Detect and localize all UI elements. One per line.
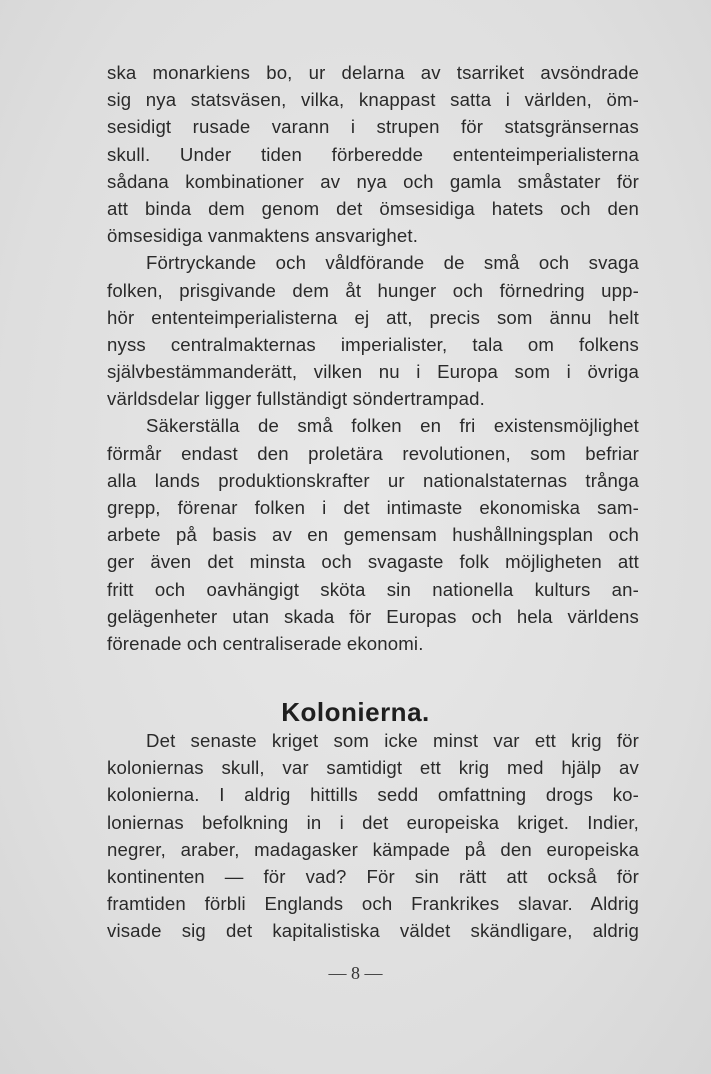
- text-line: hör ententeimperialisterna ej att, precis som ännu helt: [107, 306, 639, 328]
- text-line: ömsesidiga vanmaktens ansvarighet.: [107, 225, 419, 247]
- text-line: Det senaste kriget som icke minst var ett krig för: [146, 730, 639, 751]
- text-line: sig nya statsväsen, vilka, knappast satta i världen, öm-: [107, 89, 639, 111]
- text-line: förmår endast den proletära revolutionen, som befriar: [107, 442, 639, 464]
- text-line: nyss centralmakternas imperialister, tala om folkens: [107, 333, 639, 355]
- text-line: kontinenten — för vad? För sin rätt att också för: [107, 865, 639, 887]
- paragraph: [107, 727, 639, 945]
- text-line: arbete på basis av en gemensam hushållningsplan och: [107, 524, 639, 546]
- text-line: grepp, förenar folken i det intimaste ekonomiska sam-: [107, 497, 639, 518]
- text-line: världsdelar ligger fullständigt söndertrampad.: [107, 388, 485, 410]
- text-line: sådana kombinationer av nya och gamla småstater för: [107, 170, 639, 192]
- paragraph: [107, 59, 639, 249]
- section-heading: Kolonierna.: [281, 697, 430, 727]
- text-line: fritt och oavhängigt sköta sin nationella kulturs an-: [107, 578, 639, 600]
- text-line: koloniernas skull, var samtidigt ett krig med hjälp av: [107, 757, 639, 779]
- text-line: självbestämmanderätt, vilken nu i Europa som i övriga: [107, 361, 639, 383]
- text-line: kolonierna. I aldrig hittills sedd omfattning drogs ko-: [107, 784, 639, 806]
- text-line: ska monarkiens bo, ur delarna av tsarriket avsöndrade: [107, 62, 639, 83]
- text-line: alla lands produktionskrafter ur nationalstaternas trånga: [107, 469, 639, 491]
- body-text-top: [107, 59, 639, 657]
- text-line: ger även det minsta och svagaste folk möjligheten att: [107, 551, 639, 573]
- text-line: förenade och centraliserade ekonomi.: [107, 632, 424, 654]
- page-number: — 8 —: [328, 963, 383, 983]
- text-line: negrer, araber, madagasker kämpade på den europeiska: [107, 838, 639, 860]
- text-line: Säkerställa de små folken en fri existensmöjlighet: [146, 415, 639, 437]
- text-line: folken, prisgivande dem åt hunger och förnedring upp-: [107, 279, 639, 301]
- paragraph: [107, 412, 639, 657]
- text-line: Förtryckande och våldförande de små och svaga: [146, 252, 639, 274]
- text-line: framtiden förbli Englands och Frankrikes slavar. Aldrig: [107, 893, 639, 915]
- text-line: skull. Under tiden förberedde ententeimperialisterna: [107, 143, 639, 165]
- paragraph: [107, 249, 639, 412]
- text-line: visade sig det kapitalistiska väldet skändligare, aldrig: [107, 920, 639, 942]
- text-line: sesidigt rusade varann i strupen för statsgränsernas: [107, 116, 639, 138]
- body-text-bottom: [107, 727, 639, 945]
- text-line: gelägenheter utan skada för Europas och hela världens: [107, 605, 639, 627]
- text-line: loniernas befolkning in i det europeiska kriget. Indier,: [107, 811, 639, 833]
- text-line: att binda dem genom det ömsesidiga hatets och den: [107, 197, 639, 219]
